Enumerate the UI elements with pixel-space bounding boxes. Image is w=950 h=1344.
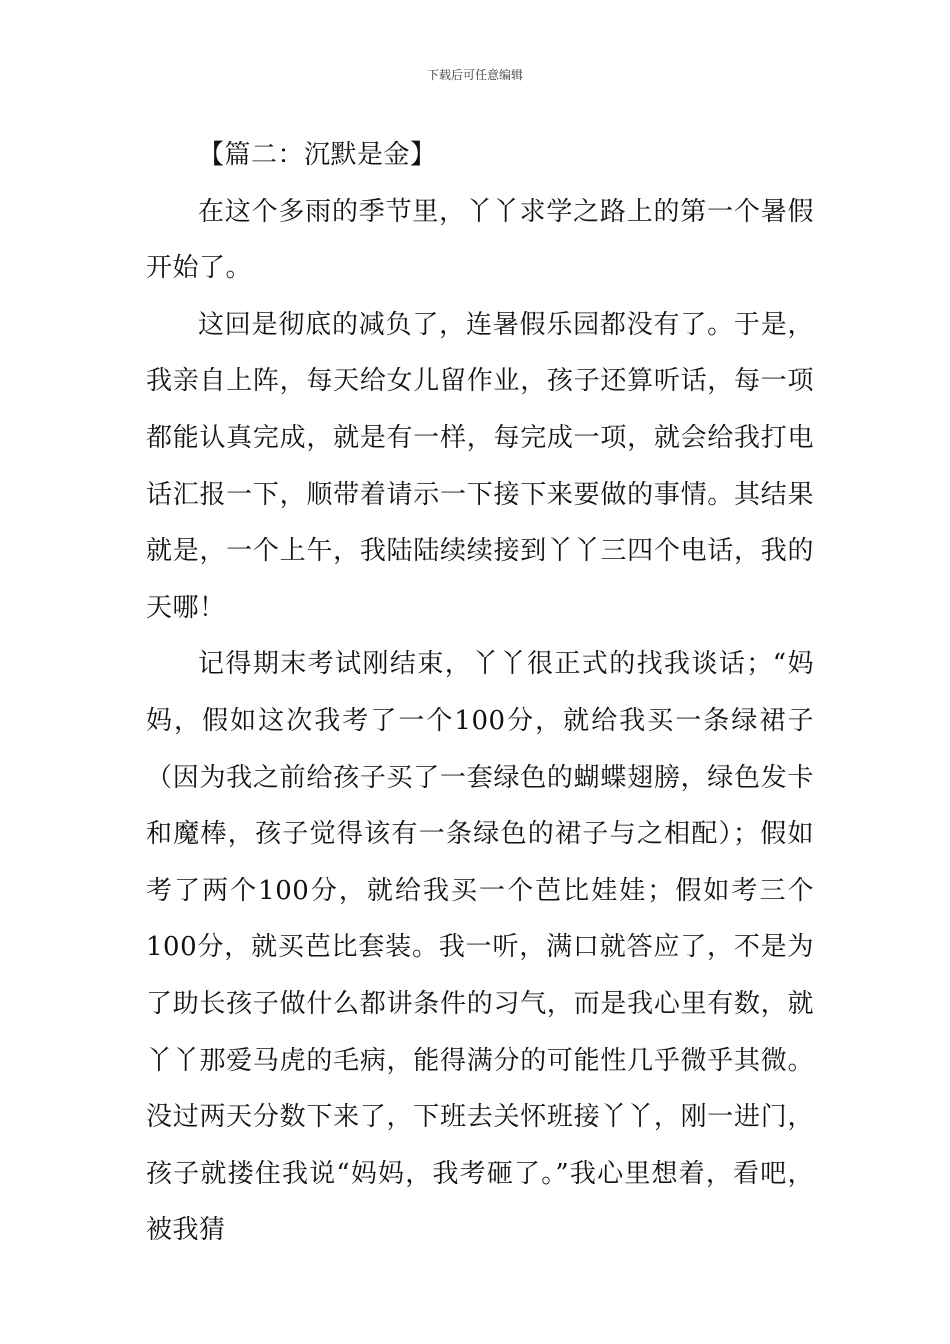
- header-note: 下载后可任意编辑: [426, 68, 523, 82]
- section-heading: 【篇二：沉默是金】: [198, 140, 437, 170]
- paragraph: 在这个多雨的季节里，丫丫求学之路上的第一个暑假开始了。: [146, 196, 814, 284]
- paragraph: 记得期末考试刚结束，丫丫很正式的找我谈话；“妈妈，假如这次我考了一个100分，就给我买一条绿裙子（因为我之前给孩子买了一套绿色的蝴蝶翅膀，绿色发卡和魔棒，孩子觉得该有一条绿色的裙子与之相配）；假如考了两个100分，就给我买一个芭比娃娃；假如考三个100分，就买芭比套装。我一听，满口就答应了，不是为了助长孩子做什么都讲条件的习气，而是我心里有数，就丫丫那爱马虎的毛病，能得满分的可能性几乎微乎其微。没过两天分数下来了，下班去关怀班接丫丫，刚一进门，孩子就搂住我说“妈妈，我考砸了。”我心里想着，看吧，被我猜: [146, 649, 814, 1246]
- document-body: [146, 127, 814, 1259]
- paragraph: 这回是彻底的减负了，连暑假乐园都没有了。于是，我亲自上阵，每天给女儿留作业，孩子还算听话，每一项都能认真完成，就是有一样，每完成一项，就会给我打电话汇报一下，顺带着请示一下接下来要做的事情。其结果就是，一个上午，我陆陆续续接到丫丫三四个电话，我的天哪！: [146, 309, 814, 623]
